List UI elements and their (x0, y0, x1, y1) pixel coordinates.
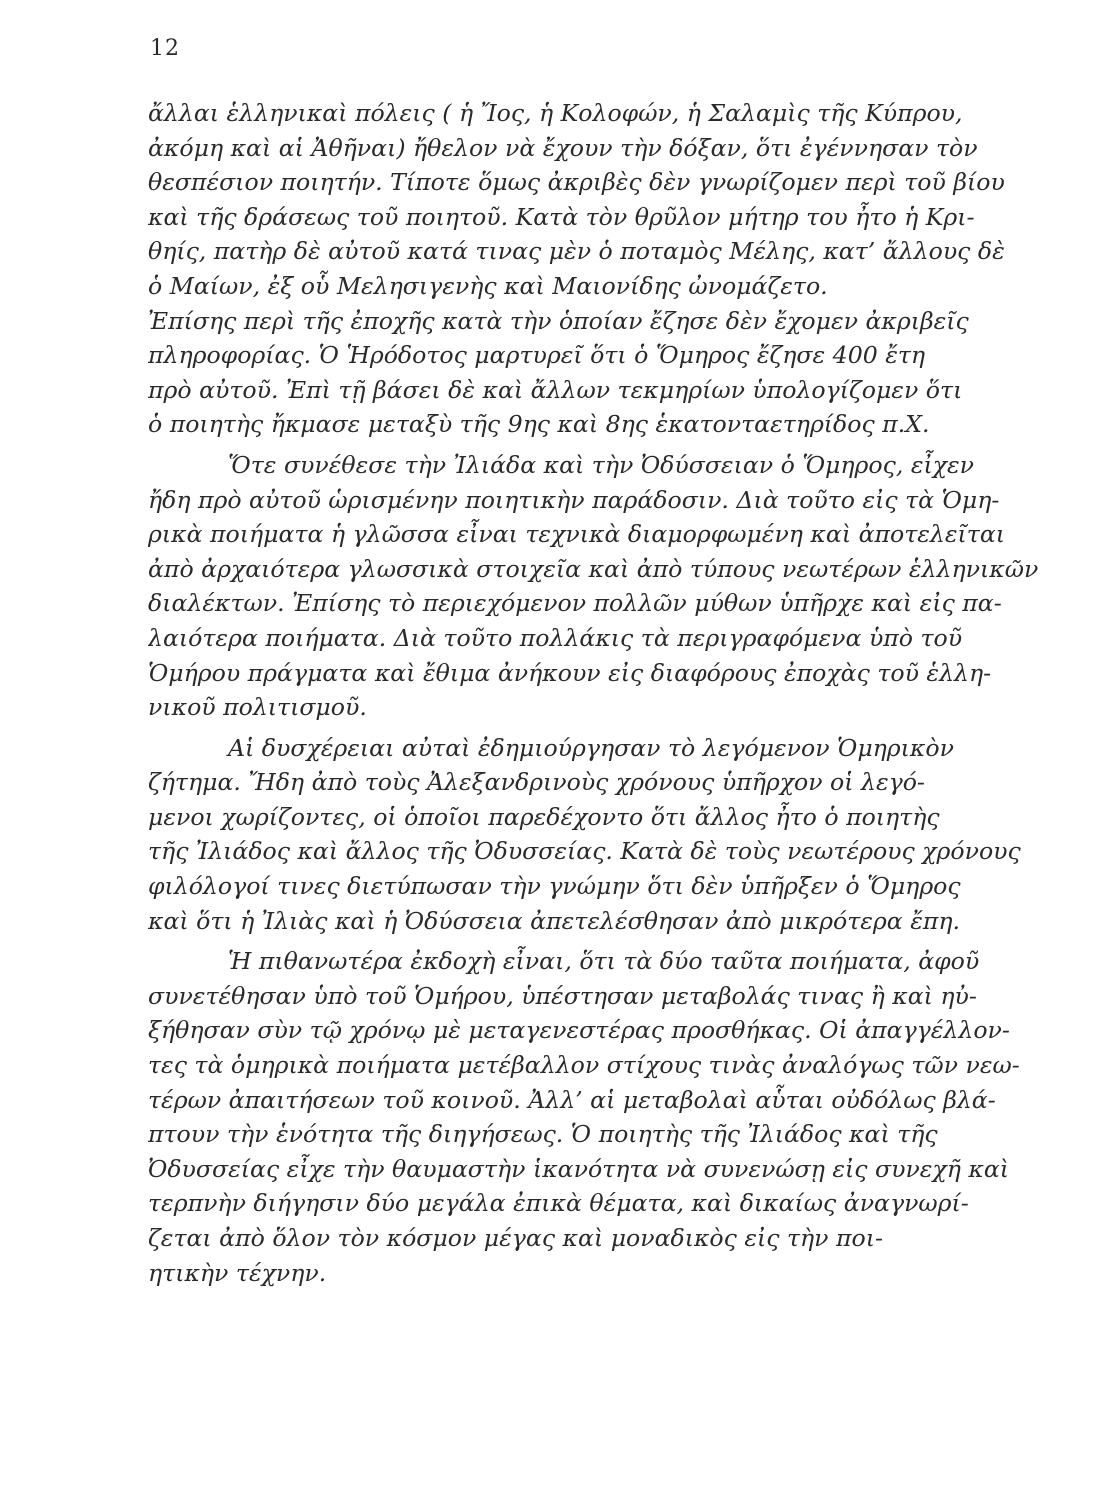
text-line: θεσπέσιον ποιητήν. Τίποτε ὅμως ἀκριβὲς δὲν γνωρίζομεν περὶ τοῦ βίου (148, 168, 1005, 197)
text-line: θηίς, πατὴρ δὲ αὐτοῦ κατά τινας μὲν ὁ ποταμὸς Μέλης, κατ’ ἄλλους δὲ (148, 237, 1005, 266)
text-line: ἀπὸ ἀρχαιότερα γλωσσικὰ στοιχεῖα καὶ ἀπὸ τύπους νεωτέρων ἑλληνικῶν (148, 554, 1039, 583)
text-line: ζήτημα. Ἤδη ἀπὸ τοὺς Ἀλεξανδρινοὺς χρόνους ὑπῆρχον οἱ λεγό- (148, 768, 925, 797)
text-line: ἤδη πρὸ αὐτοῦ ὡρισμένην ποιητικὴν παράδοσιν. Διὰ τοῦτο εἰς τὰ Ὁμη- (148, 485, 1000, 514)
text-line: διαλέκτων. Ἐπίσης τὸ περιεχόμενον πολλῶν μύθων ὑπῆρχε καὶ εἰς πα- (148, 589, 1002, 618)
text-line: τῆς Ἰλιάδος καὶ ἄλλος τῆς Ὀδυσσείας. Κατὰ δὲ τοὺς νεωτέρους χρόνους (148, 837, 1021, 866)
page-number: 12 (150, 36, 180, 61)
text-line: φιλόλογοί τινες διετύπωσαν τὴν γνώμην ὅτι δὲν ὑπῆρξεν ὁ Ὅμηρος (148, 872, 961, 901)
text-line: λαιότερα ποιήματα. Διὰ τοῦτο πολλάκις τὰ περιγραφόμενα ὑπὸ τοῦ (148, 623, 963, 652)
text-line: καὶ τῆς δράσεως τοῦ ποιητοῦ. Κατὰ τὸν θρῦλον μήτηρ του ἦτο ἡ Κρι- (148, 202, 975, 231)
text-line: ἄλλαι ἑλληνικαὶ πόλεις ( ἡ Ἴος, ἡ Κολοφών, ἡ Σαλαμὶς τῆς Κύπρου, (148, 99, 963, 127)
text-line: νικοῦ πολιτισμοῦ. (148, 693, 367, 722)
text-line: Ἡ πιθανωτέρα ἐκδοχὴ εἶναι, ὅτι τὰ δύο ταῦτα ποιήματα, ἀφοῦ (228, 947, 980, 976)
text-line: Ὅτε συνέθεσε τὴν Ἰλιάδα καὶ τὴν Ὀδύσσειαν ὁ Ὅμηρος, εἶχεν (228, 450, 975, 479)
text-line: ζεται ἀπὸ ὅλον τὸν κόσμον μέγας καὶ μοναδικὸς εἰς τὴν ποι- (148, 1224, 883, 1252)
paragraph-3 (148, 731, 1048, 939)
paragraph-1 (148, 96, 1048, 442)
text-line: ρικὰ ποιήματα ἡ γλῶσσα εἶναι τεχνικὰ διαμορφωμένη καὶ ἀποτελεῖται (148, 520, 1006, 549)
body-text (148, 96, 1048, 1290)
text-line: Ἐπίσης περὶ τῆς ἐποχῆς κατὰ τὴν ὁποίαν ἔζησε δὲν ἔχομεν ἀκριβεῖς (148, 306, 969, 335)
text-line: πρὸ αὐτοῦ. Ἐπὶ τῇ βάσει δὲ καὶ ἄλλων τεκμηρίων ὑπολογίζομεν ὅτι (148, 375, 963, 404)
text-line: συνετέθησαν ὑπὸ τοῦ Ὁμήρου, ὑπέστησαν μεταβολάς τινας ἢ καὶ ηὐ- (148, 981, 977, 1010)
text-line: Ὁμήρου πράγματα καὶ ἔθιμα ἀνήκουν εἰς διαφόρους ἐποχὰς τοῦ ἑλλη- (148, 658, 992, 687)
paragraph-4 (148, 944, 1048, 1290)
text-line: Αἱ δυσχέρειαι αὐταὶ ἐδημιούργησαν τὸ λεγόμενον Ὁμηρικὸν (228, 733, 954, 762)
text-line: πληροφορίας. Ὁ Ἡρόδοτος μαρτυρεῖ ὅτι ὁ Ὅμηρος ἔζησε 400 ἔτη (148, 341, 926, 370)
paragraph-2 (148, 448, 1048, 725)
text-line: πτουν τὴν ἑνότητα τῆς διηγήσεως. Ὁ ποιητὴς τῆς Ἰλιάδος καὶ τῆς (148, 1120, 938, 1149)
text-line: ξήθησαν σὺν τῷ χρόνῳ μὲ μεταγενεστέρας προσθήκας. Οἱ ἀπαγγέλλον- (148, 1016, 1010, 1045)
text-line: ητικὴν τέχνην. (148, 1258, 327, 1287)
text-line: Ὀδυσσείας εἶχε τὴν θαυμαστὴν ἱκανότητα νὰ συνενώσῃ εἰς συνεχῆ καὶ (148, 1154, 1010, 1183)
text-line: τες τὰ ὁμηρικὰ ποιήματα μετέβαλλον στίχους τινὰς ἀναλόγως τῶν νεω- (148, 1051, 1020, 1080)
text-line: μενοι χωρίζοντες, οἱ ὁποῖοι παρεδέχοντο ὅτι ἄλλος ἦτο ὁ ποιητὴς (148, 802, 940, 831)
text-line: ὁ ποιητὴς ἤκμασε μεταξὺ τῆς 9ης καὶ 8ης ἑκατονταετηρίδος π.Χ. (148, 410, 930, 439)
text-line: ἀκόμη καὶ αἱ Ἀθῆναι) ἤθελον νὰ ἔχουν τὴν δόξαν, ὅτι ἐγέννησαν τὸν (148, 133, 978, 162)
text-line: τέρων ἀπαιτήσεων τοῦ κοινοῦ. Ἀλλ’ αἱ μεταβολαὶ αὗται οὐδόλως βλά- (148, 1085, 996, 1114)
text-line: καὶ ὅτι ἡ Ἰλιὰς καὶ ἡ Ὀδύσσεια ἀπετελέσθησαν ἀπὸ μικρότερα ἔπη. (148, 906, 961, 935)
text-line: τερπνὴν διήγησιν δύο μεγάλα ἐπικὰ θέματα, καὶ δικαίως ἀναγνωρί- (148, 1189, 969, 1218)
text-line: ὁ Μαίων, ἐξ οὗ Μελησιγενὴς καὶ Μαιονίδης ὠνομάζετο. (148, 271, 828, 300)
